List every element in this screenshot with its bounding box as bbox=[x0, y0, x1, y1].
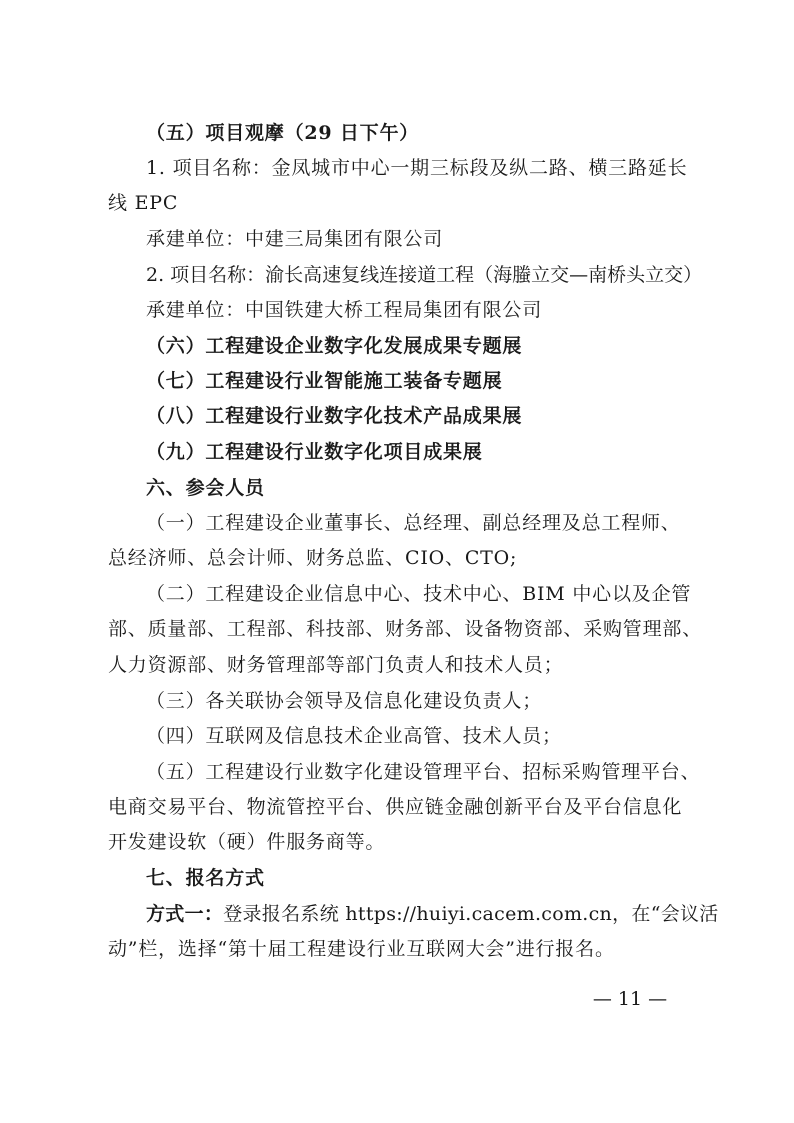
attendees-p2-line2: 部、质量部、工程部、科技部、财务部、设备物资部、采购管理部、 bbox=[108, 618, 703, 640]
attendees-p3: （三）各关联协会领导及信息化建设负责人； bbox=[146, 690, 543, 712]
project-2-name: 2. 项目名称：渝长高速复线连接道工程（海螣立交—南桥头立交） bbox=[146, 264, 703, 286]
section-5-heading: （五）项目观摩（29 日下午） bbox=[146, 122, 420, 144]
attendees-p1-line1: （一）工程建设企业董事长、总经理、副总经理及总工程师、 bbox=[146, 512, 681, 534]
registration-method-1 bbox=[146, 897, 719, 932]
project-1-name: 1. 项目名称：金凤城市中心一期三标段及纵二路、横三路延长 bbox=[146, 157, 688, 179]
registration-heading: 七、报名方式 bbox=[146, 867, 265, 889]
section-9-heading: （九）工程建设行业数字化项目成果展 bbox=[146, 441, 483, 463]
attendees-p2-line3: 人力资源部、财务管理部等部门负责人和技术人员； bbox=[108, 654, 564, 676]
section-8-heading: （八）工程建设行业数字化技术产品成果展 bbox=[146, 405, 523, 427]
page-number: — 11 — bbox=[592, 988, 668, 1010]
attendees-p1-line2: 总经济师、总会计师、财务总监、CIO、CTO; bbox=[108, 547, 518, 569]
project-1-builder: 承建单位：中建三局集团有限公司 bbox=[146, 228, 444, 250]
attendees-p2-line1: （二）工程建设企业信息中心、技术中心、BIM 中心以及企管 bbox=[146, 583, 692, 605]
method-1-label: 方式一： bbox=[146, 903, 224, 925]
attendees-p5-line2: 电商交易平台、物流管控平台、供应链金融创新平台及平台信息化 bbox=[108, 796, 683, 818]
section-6-heading: （六）工程建设企业数字化发展成果专题展 bbox=[146, 335, 523, 357]
project-2-builder: 承建单位：中国铁建大桥工程局集团有限公司 bbox=[146, 299, 543, 321]
project-1-name-cont: 线 EPC bbox=[108, 192, 179, 214]
registration-method-1-cont: 动”栏，选择“第十届工程建设行业互联网大会”进行报名。 bbox=[108, 938, 615, 960]
attendees-heading: 六、参会人员 bbox=[146, 477, 265, 499]
attendees-p5-line1: （五）工程建设行业数字化建设管理平台、招标采购管理平台、 bbox=[146, 761, 701, 783]
method-1-text: 登录报名系统 https://huiyi.cacem.com.cn，在“会议活 bbox=[223, 903, 719, 925]
section-7-heading: （七）工程建设行业智能施工装备专题展 bbox=[146, 370, 503, 392]
attendees-p5-line3: 开发建设软（硬）件服务商等。 bbox=[108, 831, 386, 853]
attendees-p4: （四）互联网及信息技术企业高管、技术人员； bbox=[146, 725, 562, 747]
